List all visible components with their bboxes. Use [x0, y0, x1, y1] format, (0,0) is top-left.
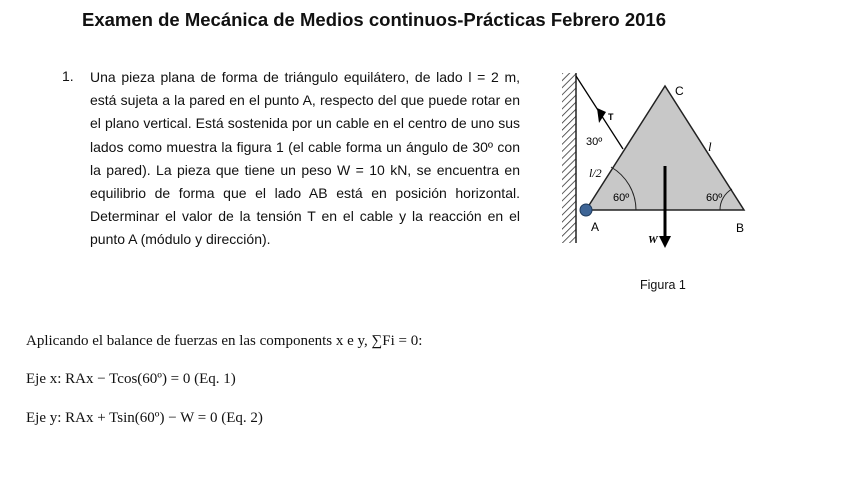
label-angle-cable: 30º — [586, 136, 603, 148]
problem-statement: Una pieza plana de forma de triángulo equilátero, de lado l = 2 m, está sujeta a la pared en el punto A, respecto del que puede rotar en el plano vertical. Está sostenida por un cable en el centro de uno sus lados como muestra la figura 1 (el cable forma un ángulo de 30º con la pared). La pieza que tiene un peso W = 10 kN, se encuentra en equilibrio de forma que el lado AB está en posición horizontal. Determinar el valor de la tensión T en el cable y la reacción en el punto A (módulo y dirección). — [90, 69, 520, 248]
figure-1 — [560, 68, 760, 248]
label-angle-b: 60º — [706, 192, 723, 204]
figure-caption: Figura 1 — [640, 278, 686, 292]
label-c: C — [675, 84, 684, 98]
label-angle-a: 60º — [613, 192, 630, 204]
question-number: 1. — [62, 68, 74, 84]
equation-intro: Aplicando el balance de fuerzas en las components x e y, ∑Fi = 0: — [26, 333, 423, 349]
label-a: A — [591, 220, 600, 234]
weight-arrowhead — [659, 236, 671, 248]
label-half-side: l/2 — [589, 166, 602, 180]
pin-a — [580, 204, 592, 216]
page-title: Examen de Mecánica de Medios continuos-Prácticas Febrero 2016 — [82, 9, 666, 30]
wall-hatch — [562, 73, 576, 243]
label-side: l — [708, 139, 712, 154]
equation-x: Eje x: RAx − Tcos(60º) = 0 (Eq. 1) — [26, 371, 236, 387]
label-b: B — [736, 221, 745, 235]
label-tension: T — [608, 112, 614, 122]
equation-y: Eje y: RAx + Tsin(60º) − W = 0 (Eq. 2) — [26, 410, 263, 426]
label-weight: W — [648, 234, 658, 246]
